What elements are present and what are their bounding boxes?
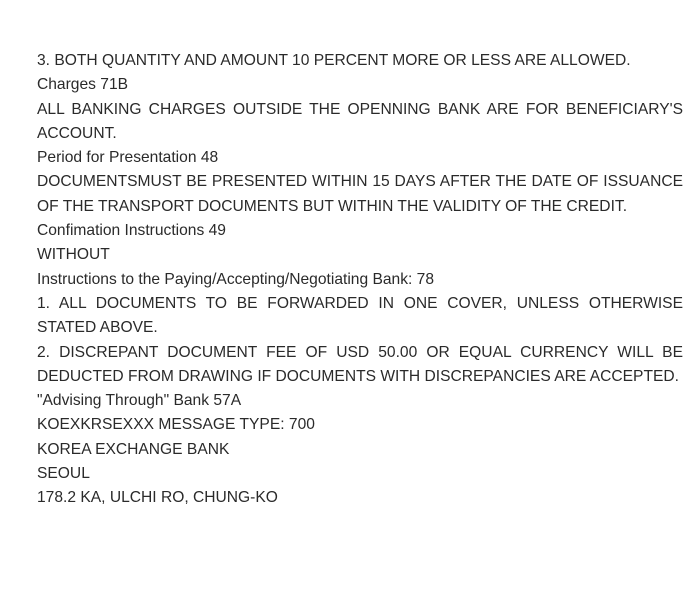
charges-heading: Charges 71B [37, 76, 129, 94]
advising-bank-name: KOREA EXCHANGE BANK [37, 440, 230, 458]
instruction-item-1: 1. ALL DOCUMENTS TO BE FORWARDED IN ONE COVER, UNLESS OTHERWISE STATED ABOVE. [37, 294, 683, 337]
instruction-item-2: 2. DISCREPANT DOCUMENT FEE OF USD 50.00 OR EQUAL CURRENCY WILL BE DEDUCTED FROM DRAWING IF DOCUMENTS WITH DISCREPANCIES ARE ACCEPTED. [37, 343, 683, 385]
charges-text: ALL BANKING CHARGES OUTSIDE THE OPENNING BANK ARE FOR BENEFICIARY'S ACCOUNT. [37, 100, 683, 142]
presentation-heading: Period for Presentation 48 [37, 149, 219, 167]
confirmation-heading: Confimation Instructions 49 [37, 222, 226, 240]
advising-bank-city: SEOUL [37, 465, 90, 483]
qty-tolerance-clause: 3. BOTH QUANTITY AND AMOUNT 10 PERCENT MORE OR LESS ARE ALLOWED. [37, 52, 631, 69]
presentation-text: DOCUMENTSMUST BE PRESENTED WITHIN 15 DAYS AFTER THE DATE OF ISSUANCE OF THE TRANSPORT DOCUMENTS BUT WITHIN THE VALIDITY OF THE CREDIT. [37, 173, 683, 215]
confirmation-text: WITHOUT [37, 246, 110, 264]
advising-bank-swift: KOEXKRSEXXX MESSAGE TYPE: 700 [37, 416, 315, 434]
lc-document-body [37, 49, 683, 511]
advising-bank-heading: "Advising Through" Bank 57A [37, 392, 242, 410]
advising-bank-address: 178.2 KA, ULCHI RO, CHUNG-KO [37, 489, 278, 507]
instructions-heading: Instructions to the Paying/Accepting/Negotiating Bank: 78 [37, 270, 435, 288]
